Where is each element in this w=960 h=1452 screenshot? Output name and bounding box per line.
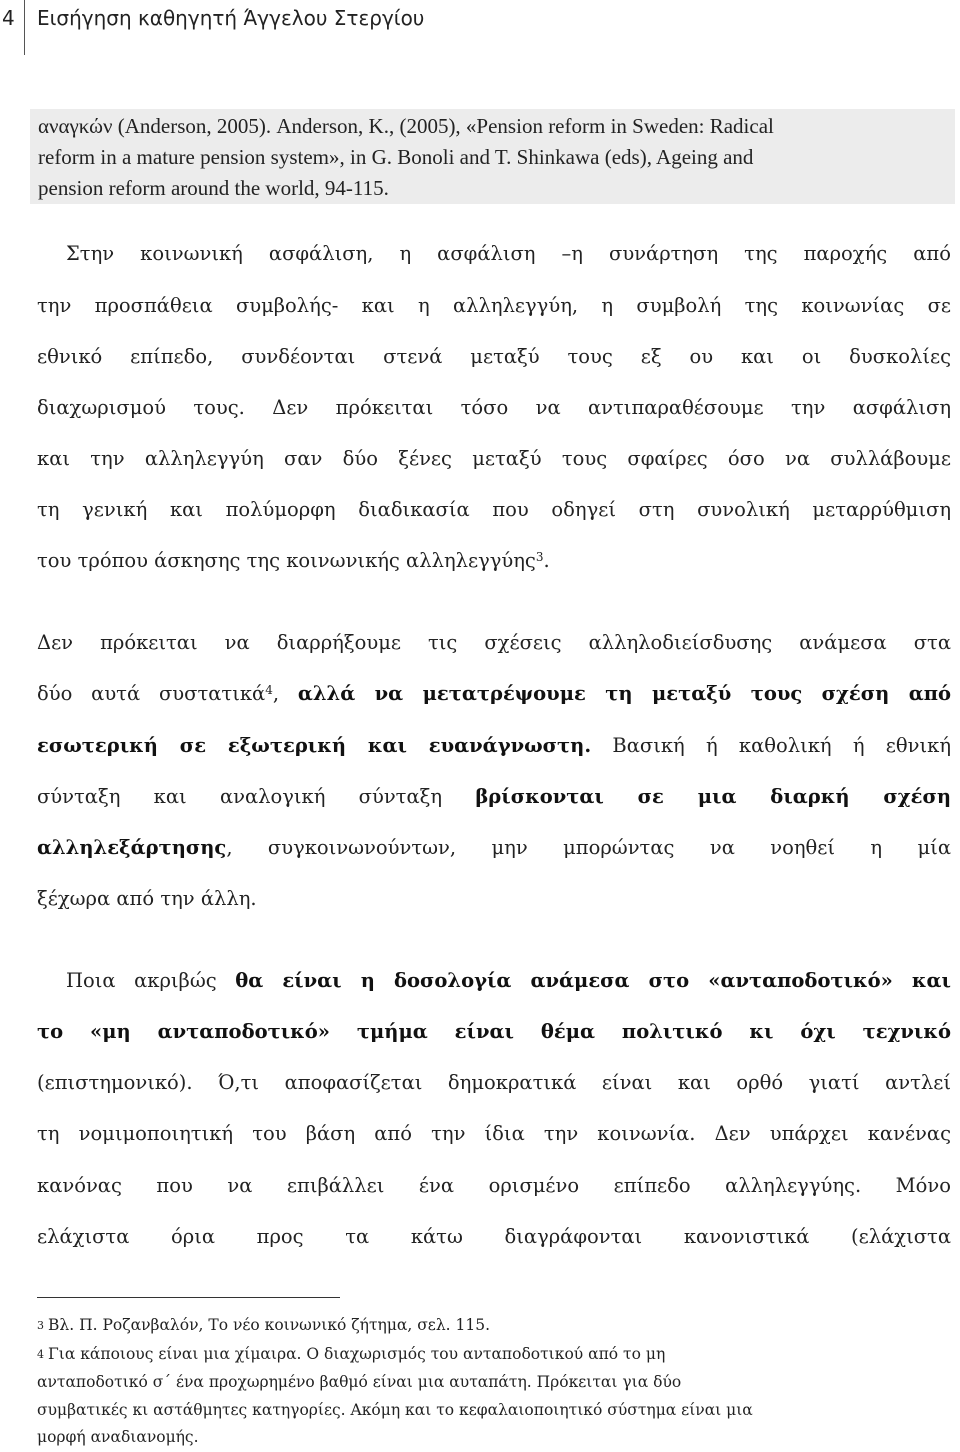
text-line bbox=[37, 730, 951, 762]
footnote-number: 4 bbox=[37, 1348, 44, 1361]
bold-text: εσωτερική σε εξωτερική και ευανάγνωστη. bbox=[37, 734, 592, 757]
bold-text: αλληλεξάρτησης bbox=[37, 836, 227, 859]
page-number: 4 bbox=[2, 6, 15, 30]
footnote-line: συμβατικές κι αστάθμητες κατηγορίες. Ακόμη και το κεφαλαιοποιητικό σύστημα είναι μια bbox=[37, 1401, 753, 1419]
quote-line: αναγκών (Anderson, 2005). Anderson, K., (2005), «Pension reform in Sweden: Radical bbox=[38, 114, 774, 138]
footnote-4 bbox=[37, 1343, 951, 1365]
footnote-ref-3[interactable]: 3 bbox=[535, 550, 544, 564]
text-line bbox=[37, 832, 951, 864]
text-line: κανόνας που να επιβάλλει ένα ορισμένο επίπεδο αλληλεγγύης. Μόνο bbox=[37, 1174, 951, 1197]
text-span: . bbox=[543, 549, 550, 572]
footnote-text: Για κάποιους είναι μια χίμαιρα. Ο διαχωρισμός του ανταποδοτικού από το μη bbox=[48, 1345, 666, 1363]
text-line: τη νομιμοποιητική του βάση από την ίδια την κοινωνία. Δεν υπάρχει κανένας bbox=[37, 1122, 951, 1145]
text-line bbox=[37, 678, 951, 710]
bold-text: το «μη ανταποδοτικό» τμήμα είναι θέμα πολιτικό κι όχι τεχνικό bbox=[37, 1020, 951, 1043]
footnote-line: ανταποδοτικό σ΄ ένα προχωρημένο βαθμό είναι μια αυταπάτη. Πρόκειται για δύο bbox=[37, 1373, 682, 1391]
footnote-text: Βλ. Π. Ροζανβαλόν, Το νέο κοινωνικό ζήτημα, σελ. 115. bbox=[48, 1316, 491, 1334]
text-line: εθνικό επίπεδο, συνδέονται στενά μεταξύ τους εξ ου και οι δυσκολίες bbox=[37, 345, 951, 368]
text-span: Βασική ή καθολική ή εθνική bbox=[591, 734, 952, 757]
header-divider bbox=[24, 0, 25, 55]
text-span: , συγκοινωνούντων, μην μπορώντας να νοηθεί η μία bbox=[226, 836, 951, 859]
text-line: και την αλληλεγγύη σαν δύο ξένες μεταξύ τους σφαίρες όσο να συλλάβουμε bbox=[37, 447, 951, 470]
text-span: σύνταξη και αναλογική σύνταξη bbox=[37, 785, 476, 808]
text-span: Ποια ακριβώς bbox=[66, 969, 236, 992]
footnote-ref-4[interactable]: 4 bbox=[265, 683, 273, 697]
bold-text: βρίσκονται σε μια διαρκή σχέση bbox=[475, 785, 951, 808]
text-line: ελάχιστα όρια προς τα κάτω διαγράφονται κανονιστικά (ελάχιστα bbox=[37, 1225, 951, 1248]
text-line: ξέχωρα από την άλλη. bbox=[37, 887, 257, 910]
text-line bbox=[37, 781, 951, 813]
text-line: Στην κοινωνική ασφάλιση, η ασφάλιση –η συνάρτηση της παροχής από bbox=[66, 242, 951, 265]
text-line: Δεν πρόκειται να διαρρήξουμε τις σχέσεις αλληλοδιείσδυσης ανάμεσα στα bbox=[37, 631, 951, 654]
quote-line: pension reform around the world, 94-115. bbox=[38, 176, 389, 200]
footnote-number: 3 bbox=[37, 1319, 44, 1332]
quote-line: reform in a mature pension system», in G. Bonoli and T. Shinkawa (eds), Ageing and bbox=[38, 145, 754, 169]
bold-text: θα είναι η δοσολογία ανάμεσα στο «ανταποδοτικό» και bbox=[235, 969, 951, 992]
text-line: διαχωρισμού τους. Δεν πρόκειται τόσο να αντιπαραθέσουμε την ασφάλιση bbox=[37, 396, 951, 419]
text-span: δύο αυτά συστατικά bbox=[37, 682, 266, 705]
footnote-separator bbox=[37, 1297, 340, 1298]
page-header bbox=[0, 0, 960, 52]
text-span: του τρόπου άσκησης της κοινωνικής αλληλεγγύης bbox=[37, 549, 536, 572]
text-line bbox=[37, 545, 951, 577]
footnote-line: μορφή αναδιανομής. bbox=[37, 1428, 199, 1446]
text-line bbox=[37, 1016, 951, 1048]
text-span: , bbox=[272, 682, 298, 705]
footnote-3 bbox=[37, 1314, 951, 1336]
bold-text: αλλά να μετατρέψουμε τη μεταξύ τους σχέση από bbox=[297, 682, 951, 705]
text-line bbox=[66, 965, 951, 997]
text-line: την προσπάθεια συμβολής- και η αλληλεγγύη, η συμβολή της κοινωνίας σε bbox=[37, 294, 951, 317]
text-line: (επιστημονικό). Ό,τι αποφασίζεται δημοκρατικά είναι και ορθό γιατί αντλεί bbox=[37, 1071, 951, 1094]
text-line: τη γενική και πολύμορφη διαδικασία που οδηγεί στη συνολική μεταρρύθμιση bbox=[37, 498, 951, 521]
running-title: Εισήγηση καθηγητή Άγγελου Στεργίου bbox=[37, 6, 425, 30]
